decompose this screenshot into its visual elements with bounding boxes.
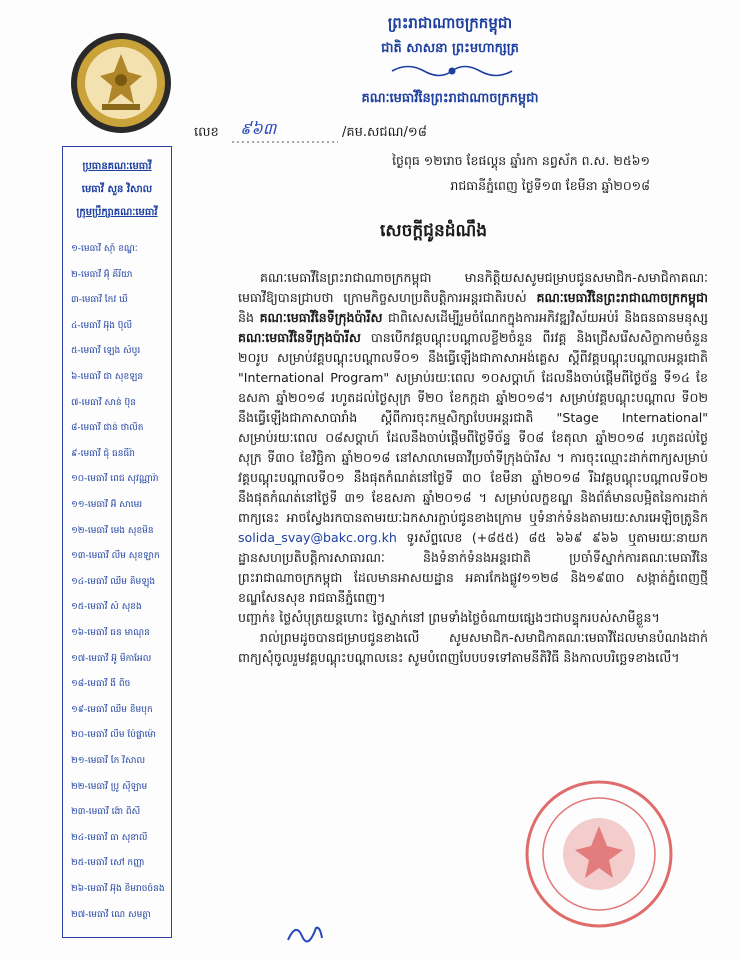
council-title: ក្រុមប្រឹក្សាគណៈមេធាវី bbox=[76, 207, 158, 218]
organization-heading: គណៈមេធាវីនៃព្រះរាជាណាចក្រកម្ពុជា bbox=[361, 91, 539, 106]
paris-bar-name: គណៈមេធាវីនៃទីក្រុងប៉ារីស bbox=[259, 310, 383, 325]
council-member: ២៤-មេធាវី ធា សុខាលី bbox=[71, 832, 148, 843]
council-member: ២-មេធាវី អ៊ុំ គីរីយា bbox=[71, 269, 133, 280]
council-member: ៥-មេធាវី ឡេង សំបូរ bbox=[71, 346, 141, 357]
council-member: ១២-មេធាវី មេង សុខមិន bbox=[71, 525, 154, 536]
council-member: ៧-មេធាវី សាន់ ប៊ុន bbox=[71, 397, 136, 408]
council-member: ៩-មេធាវី ជុំ ធនធីរ៉ា bbox=[71, 448, 135, 459]
council-member: ២៣-មេធាវី ង៉ោ ពិសី bbox=[71, 807, 141, 818]
council-member: ៨-មេធាវី ជាន់ ថាលិត bbox=[71, 423, 144, 434]
council-member: ១១-មេធាវី អ៊ឺ សាមេរ bbox=[71, 500, 143, 510]
decorative-divider-icon bbox=[388, 62, 516, 80]
ref-number: ៩៦៣ bbox=[240, 119, 277, 138]
cambodia-bar-name: គណៈមេធាវីនៃព្រះរាជាណាចក្រកម្ពុជា bbox=[536, 290, 708, 305]
notice-body bbox=[238, 268, 708, 668]
council-member: ១៦-មេធាវី ធន មាណុន bbox=[71, 628, 150, 638]
official-seal bbox=[523, 778, 675, 930]
main-paragraph: គណៈមេធាវីនៃព្រះរាជាណាចក្រកម្ពុជា មានកិត្តិយសសូមជម្រាបជូនសមាជិក-សមាជិកាគណៈមេធាវីឱ្យបានជ្រាបថា ក្រោមកិច្ចសហប្រតិបត្តិការអន្តរជាតិរបស់ គណៈមេធាវីនៃព្រះរាជាណាចក្រកម្ពុជា និង គណៈមេធាវីនៃទីក្រុងប៉ារីស ជាពិសេសដើម្បីរួមចំណែកក្នុងការអភិវឌ្ឍវិស័យអប់រំ និងធនធានមនុស្ស គណៈមេធាវីនៃទីក្រុងប៉ារីស បានបើកវគ្គបណ្តុះបណ្តាលខ្លី២ចំនួន ពីរវគ្គ និងជ្រើសរើសសិក្ខាកាមចំនួន ២០រូប សម្រាប់វគ្គបណ្តុះបណ្តាលទី០១ នឹងធ្វើឡើងជាភាសាអង់គ្លេស ស្តីពីវគ្គបណ្តុះបណ្តាលអន្តរជាតិ "International Program" សម្រាប់រយៈពេល ១០សប្តាហ៍ ដែលនឹងចាប់ផ្តើមពីថ្ងៃច័ន្ទ ទី១៤ ខែឧសភា ឆ្នាំ២០១៨ រហូតដល់ថ្ងៃសុក្រ ទី២០ ខែកក្កដា ឆ្នាំ២០១៨។ សម្រាប់វគ្គបណ្តុះបណ្តាល ទី០២ នឹងធ្វើឡើងជាភាសាបារាំង ស្តីពីការចុះកម្មសិក្សាបែបអន្តរជាតិ "Stage International" សម្រាប់រយៈពេល ០៨សប្តាហ៍ ដែលនឹងចាប់ផ្តើមពីថ្ងៃទីច័ន្ទ ទី០៨ ខែតុលា ឆ្នាំ២០១៨ រហូតដល់ថ្ងៃសុក្រ ទី៣០ ខែវិច្ឆិកា ឆ្នាំ២០១៨ នៅសាលាមេធាវីប្រចាំទីក្រុងប៉ារីស ។ ការចុះឈ្មោះដាក់ពាក្យសម្រាប់វគ្គបណ្តុះបណ្តាលទី០១ នឹងផុតកំណត់នៅថ្ងៃទី ៣០ ខែមីនា ឆ្នាំ២០១៨ រីឯវគ្គបណ្តុះបណ្តាលទី០២ នឹងផុតកំណត់នៅថ្ងៃទី ៣១ ខែឧសភា ឆ្នាំ២០១៨ ។ សម្រាប់លក្ខខណ្ឌ និងព័ត៌មានលម្អិតនៃការដាក់ពាក្យនេះ អាចស្វែងរកបានតាមរយៈឯកសារភ្ជាប់ជូនខាងក្រោម ឬទំនាក់ទំនងតាមរយៈសារអេឡិចត្រូនិក solida_svay@bakc.org.kh ទូរស័ព្ទលេខ (+៨៥៥) ៨៥ ៦៦៩ ៩៦៦ ឬតាមរយៈនាយកដ្ឋានសហប្រតិបត្តិការសាធារណៈ និងទំនាក់ទំនងអន្តរជាតិ ប្រចាំទីស្នាក់ការគណៈមេធាវីនៃព្រះរាជាណាចក្រកម្ពុជា ដែលមានអាសយដ្ឋាន អគារកែងផ្លូវ១១២៨ និង១៩៣០ សង្កាត់ភ្នំពេញថ្មី ខណ្ឌសែនសុខ រាជធានីភ្នំពេញ។ bbox=[238, 270, 709, 605]
council-member: ១៩-មេធាវី ឈឹម ខិមបុក bbox=[71, 704, 153, 715]
closing-paragraph: រាល់ព្រមដូចបានជម្រាបជូនខាងលើ សូមសមាជិក-សមាជិកាគណៈមេធាវីដែលមានបំណងដាក់ពាក្យសុំចូលរួមវគ្គបណ្តុះបណ្តាលនេះ សូមបំពេញបែបបទទៅតាមនីតិវិធី និងកាលបរិច្ឆេទខាងលើ។ bbox=[238, 630, 708, 665]
council-member: ១៧-មេធាវី អ៊ូ មីកាអែល bbox=[71, 653, 152, 664]
president-title: ប្រធានគណៈមេធាវី bbox=[82, 161, 152, 172]
council-member: ១៨-មេធាវី ងី ពិច bbox=[71, 679, 131, 690]
council-member: ២៧-មេធាវី ណេ សមត្ថា bbox=[71, 909, 151, 920]
council-member: ១៥-មេធាវី សំ សុខង bbox=[71, 602, 142, 613]
ref-suffix: /គម.សជណ/១៨ bbox=[342, 125, 427, 140]
bar-association-logo bbox=[70, 32, 172, 134]
motto-heading: ជាតិ សាសនា ព្រះមហាក្សត្រ bbox=[381, 41, 519, 56]
council-member: ៤-មេធាវី អ៊ុង ប៊ុលី bbox=[71, 320, 133, 331]
council-member: ២៥-មេធាវី សៅ កញ្ញា bbox=[71, 858, 145, 869]
ref-label: លេខ bbox=[194, 125, 219, 140]
paris-bar-name-2: គណៈមេធាវីនៃទីក្រុងប៉ារីស bbox=[238, 330, 361, 345]
notice-title: សេចក្តីជូនដំណឹង bbox=[380, 221, 488, 241]
council-member: ២១-មេធាវី កែ វិសាល bbox=[71, 756, 146, 766]
solar-date: រាជធានីភ្នំពេញ ថ្ងៃទី១៣ ខែមីនា ឆ្នាំ២០១៨ bbox=[450, 178, 650, 193]
contact-email: solida_svay@bakc.org.kh bbox=[238, 530, 397, 545]
council-member: ៦-មេធាវី ជា សុខឡន bbox=[71, 372, 144, 382]
council-member: ១៤-មេធាវី ឈឹម គិមឡុង bbox=[71, 576, 156, 587]
council-member: ៣-មេធាវី កែវ ឃី bbox=[71, 295, 128, 306]
president-name: មេធាវី សួន វិសាល bbox=[81, 184, 153, 195]
note-paragraph: បញ្ជាក់៖ ថ្លៃសំបុត្រយន្តហោះ ថ្លៃស្នាក់នៅ ព្រមទាំងថ្លៃចំណាយផ្សេងៗជាបន្ទុករបស់សាមីខ្លួន។ bbox=[238, 610, 660, 625]
kingdom-heading: ព្រះរាជាណាចក្រកម្ពុជា bbox=[387, 14, 513, 32]
council-sidebar bbox=[62, 146, 172, 938]
council-member: ២៦-មេធាវី អ៊ុង ខិមរាចចំនង bbox=[71, 884, 165, 894]
ref-dotted-line bbox=[232, 140, 338, 144]
council-member: ២២-មេធាវី ប្រូ ស៊ីឡាម bbox=[71, 781, 148, 792]
council-member: ១០-មេធាវី ពេជ សុវណ្ណារ៉ា bbox=[71, 474, 159, 485]
signature-icon bbox=[286, 918, 326, 948]
council-member: ២០-មេធាវី លឹម ប៉ែផ្លាម៉ោ bbox=[71, 730, 156, 741]
council-member: ១៣-មេធាវី លីម សុខឡាក bbox=[71, 551, 160, 562]
council-member: ១-មេធាវី ស៊ាំ ខណ្ឌៈ bbox=[71, 244, 138, 254]
lunar-date: ថ្ងៃពុធ ១២រោច ខែផល្គុន ឆ្នាំរកា នព្វស័ក ព.ស. ២៥៦១ bbox=[392, 153, 650, 168]
